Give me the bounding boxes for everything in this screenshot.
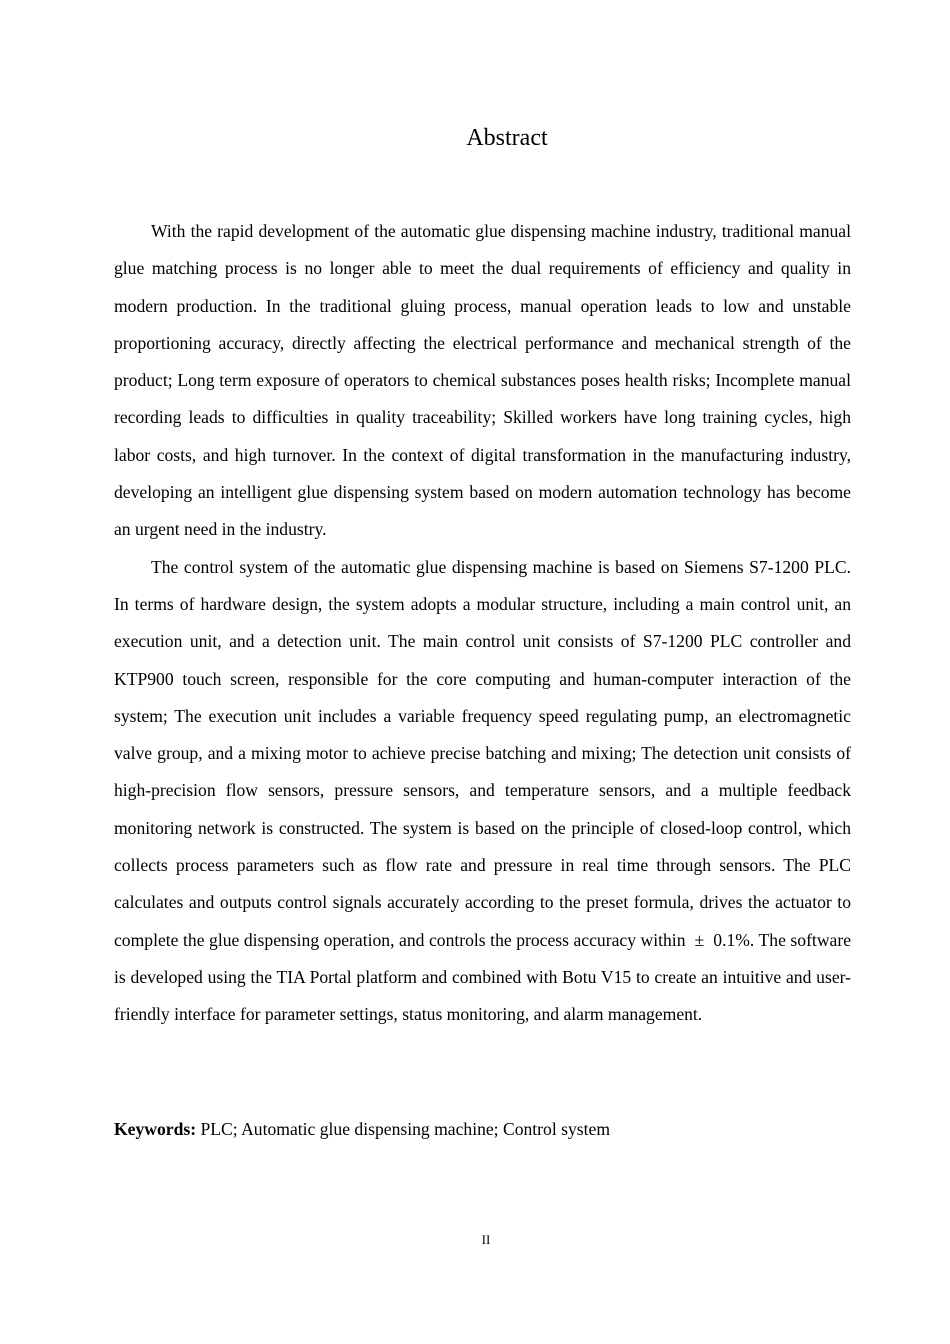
page-number: II bbox=[481, 1232, 491, 1247]
abstract-paragraph-2: The control system of the automatic glue dispensing machine is based on Siemens S7-1200 PLC. In terms of hardware design, the system adopts a modular structure, including a main control unit, an execution unit, and a detection unit. The main control unit consists of S7-1200 PLC controller and KTP900 touch screen, responsible for the core computing and human-computer interaction of the system; The execution unit includes a variable frequency speed regulating pump, an electromagnetic valve group, and a mixing motor to achieve precise batching and mixing; The detection unit consists of high-precision flow sensors, pressure sensors, and temperature sensors, and a multiple feedback monitoring network is constructed. The system is based on the principle of closed-loop control, which collects process parameters such as flow rate and pressure in real time through sensors. The PLC calculates and outputs control signals accurately according to the preset formula, drives the actuator to complete the glue dispensing operation, and controls the process accuracy within ± 0.1%. The software is developed using the TIA Portal platform and combined with Botu V15 to create an intuitive and user-friendly interface for parameter settings, status monitoring, and alarm management. bbox=[114, 556, 851, 1025]
page-title: Abstract bbox=[466, 125, 548, 151]
keywords-label: Keywords: bbox=[114, 1119, 197, 1139]
keywords-value: PLC; Automatic glue dispensing machine; Control system bbox=[196, 1119, 611, 1139]
keywords-line bbox=[114, 1114, 851, 1144]
abstract-body bbox=[114, 213, 851, 1034]
abstract-paragraph-1: With the rapid development of the automatic glue dispensing machine industry, traditional manual glue matching process is no longer able to meet the dual requirements of efficiency and quality in modern production. In the traditional gluing process, manual operation leads to low and unstable proportioning accuracy, directly affecting the electrical performance and mechanical strength of the product; Long term exposure of operators to chemical substances poses health risks; Incomplete manual recording leads to difficulties in quality traceability; Skilled workers have long training cycles, high labor costs, and high turnover. In the context of digital transformation in the manufacturing industry, developing an intelligent glue dispensing system based on modern automation technology has become an urgent need in the industry. bbox=[114, 221, 851, 540]
